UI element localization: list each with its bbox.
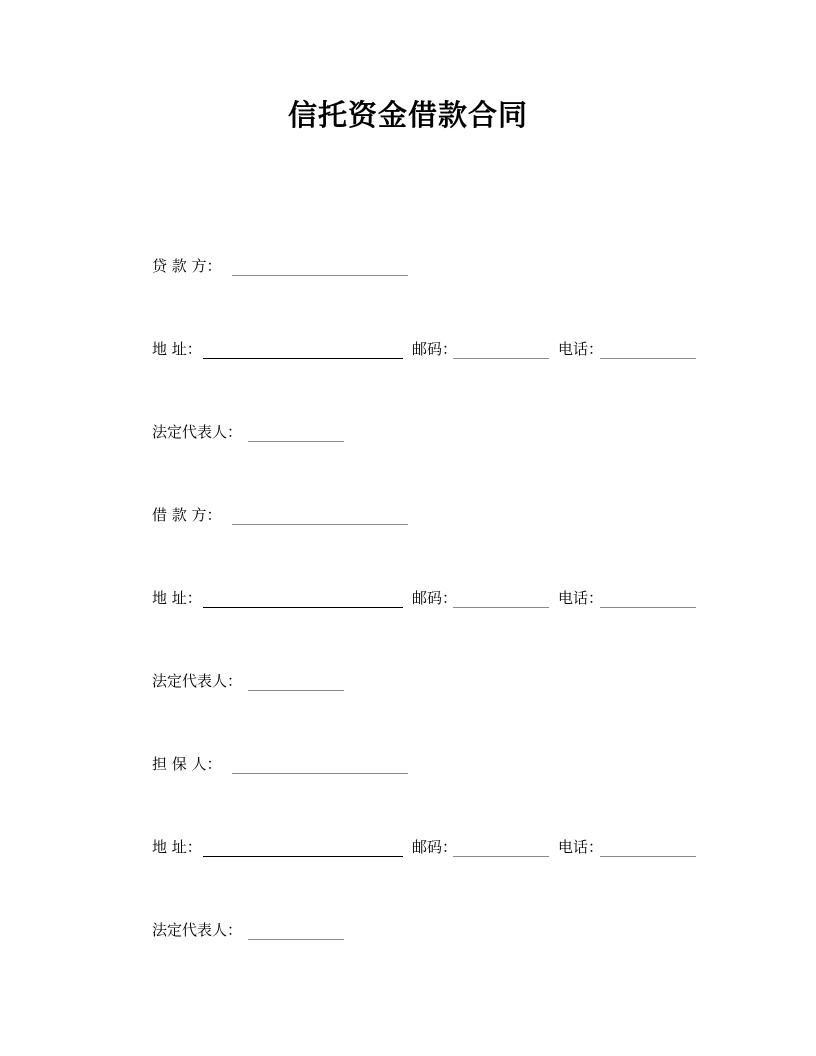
guarantor-phone-label: 电话：: [558, 838, 604, 856]
guarantor-rep-blank[interactable]: [248, 939, 344, 940]
lender-address-label: 地 址：: [152, 340, 202, 358]
borrower-address-blank[interactable]: [203, 607, 403, 608]
borrower-address-label: 地 址：: [152, 589, 202, 607]
guarantor-address-label: 地 址：: [152, 838, 202, 856]
guarantor-address-blank[interactable]: [203, 856, 403, 857]
borrower-party-blank[interactable]: [232, 524, 408, 525]
borrower-postcode-blank[interactable]: [453, 607, 549, 608]
lender-postcode-blank[interactable]: [453, 358, 549, 359]
lender-party-blank[interactable]: [232, 275, 408, 276]
guarantor-postcode-label: 邮码：: [412, 838, 458, 856]
borrower-phone-blank[interactable]: [600, 607, 696, 608]
guarantor-party-label: 担 保 人：: [152, 755, 222, 773]
lender-address-blank[interactable]: [203, 358, 403, 359]
guarantor-party-blank[interactable]: [232, 773, 408, 774]
borrower-phone-label: 电话：: [558, 589, 604, 607]
lender-phone-label: 电话：: [558, 340, 604, 358]
guarantor-rep-label: 法定代表人：: [152, 921, 243, 939]
guarantor-postcode-blank[interactable]: [453, 856, 549, 857]
lender-rep-blank[interactable]: [248, 441, 344, 442]
guarantor-phone-blank[interactable]: [600, 856, 696, 857]
lender-postcode-label: 邮码：: [412, 340, 458, 358]
borrower-party-label: 借 款 方：: [152, 506, 222, 524]
borrower-postcode-label: 邮码：: [412, 589, 458, 607]
lender-phone-blank[interactable]: [600, 358, 696, 359]
lender-party-label: 贷 款 方：: [152, 257, 222, 275]
borrower-rep-blank[interactable]: [248, 690, 344, 691]
borrower-rep-label: 法定代表人：: [152, 672, 243, 690]
lender-rep-label: 法定代表人：: [152, 423, 243, 441]
document-title: 信托资金借款合同: [287, 98, 528, 132]
